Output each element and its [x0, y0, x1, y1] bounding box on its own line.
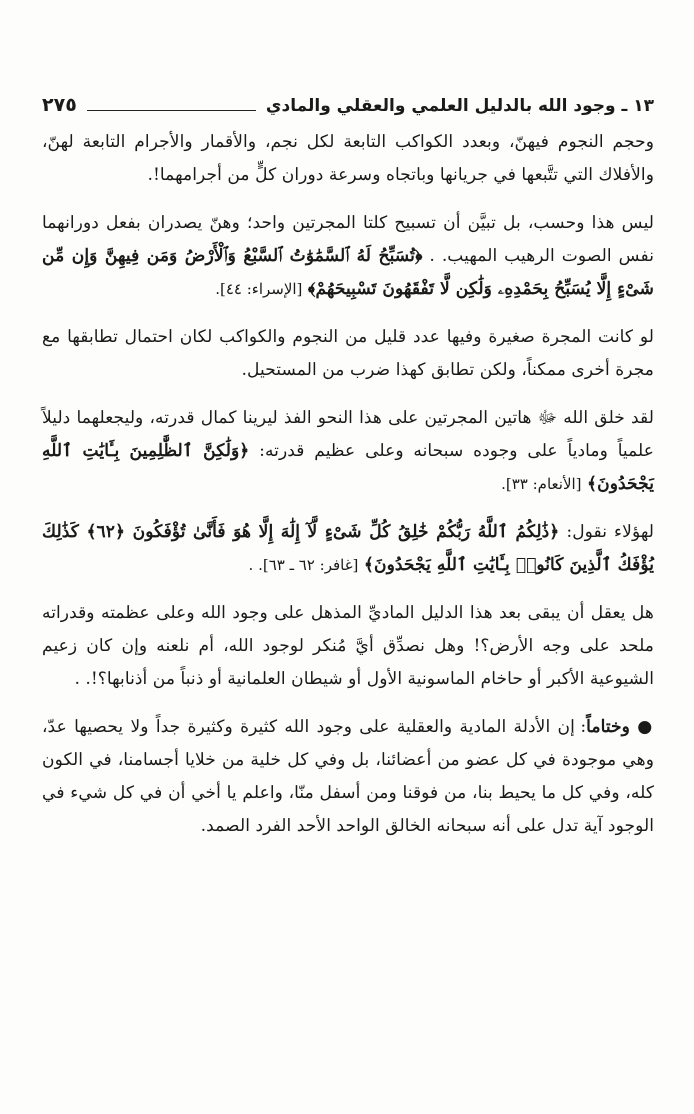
running-header — [42, 86, 654, 120]
verse-reference-anam: [الأنعام: ٣٣]. — [501, 475, 582, 493]
verse-reference-isra: [الإسراء: ٤٤]. — [215, 280, 303, 298]
bullet-icon: ● — [637, 717, 655, 737]
conclusion-lead: وختاماً — [586, 717, 630, 737]
paragraph-4-text: لقد خلق الله ﷻ هاتين المجرتين على هذا النحو الفذ ليرينا كمال قدرته، وليجعلهما دليلاً علمياً ومادياً على وجوده سبحانه وعلى عظيم قدرته: — [42, 408, 654, 461]
paragraph-4 — [42, 402, 654, 501]
paragraph-1 — [42, 126, 654, 192]
paragraph-5 — [42, 516, 654, 582]
quran-verse-anam: ﴿وَلَٰكِنَّ ٱلظَّٰلِمِينَ بِـَٔايَٰتِ ٱللَّهِ يَجْحَدُونَ﴾ — [42, 441, 654, 494]
paragraph-7-text: : إن الأدلة المادية والعقلية على وجود الله كثيرة وكثيرة جداً ولا يحصيها عدّ، وهي موجودة في كل عضو من أعضائنا، بل وفي كل خلية من خلايا أجسامنا، في الكون كله، وفي كل ما يحيط بنا، من فوقنا ومن أسفل منّا، واعلم يا أخي أن في كل شيء في الوجود آية تدل على أنه سبحانه الخالق الواحد الأحد الفرد الصمد. — [42, 717, 654, 836]
paragraph-6-text: هل يعقل أن يبقى بعد هذا الدليل الماديِّ المذهل على وجود الله وعلى عظمته وقدراته ملحد على وجه الأرض؟! وهل نصدِّق أيَّ مُنكر لوجود الله، أم نلعنه وإن كان زعيم الشيوعية الأكبر أو حاخام الماسونية الأول أو شيطان العلمانية أو ذنباً من أذنابها؟!. . — [42, 603, 654, 689]
paragraph-2 — [42, 207, 654, 306]
page-number: ٢٧٥ — [42, 94, 77, 116]
paragraph-7 — [42, 711, 654, 843]
book-page — [42, 86, 654, 843]
quran-verse-ghafir: ﴿ذَٰلِكُمُ ٱللَّهُ رَبُّكُمْ خَٰلِقُ كُلِّ شَىْءٍ لَّآ إِلَٰهَ إِلَّا هُوَ فَأَنَّىٰ تُؤْفَكُونَ ﴿٦٢﴾ كَذَٰلِكَ يُؤْفَكُ ٱلَّذِينَ كَانُوا۟ بِـَٔايَٰتِ ٱللَّهِ يَجْحَدُونَ﴾ — [42, 522, 654, 575]
paragraph-3 — [42, 321, 654, 387]
chapter-title: ١٣ ـ وجود الله بالدليل العلمي والعقلي والمادي — [265, 96, 654, 116]
paragraph-2-text: ليس هذا وحسب، بل تبيَّن أن تسبيح كلتا المجرتين واحد؛ وهنّ يصدران بفعل دورانهما نفس الصوت الرهيب المهيب. . — [42, 213, 654, 266]
paragraph-6 — [42, 597, 654, 696]
paragraph-5-text: لهؤلاء نقول: — [559, 522, 654, 542]
paragraph-3-text: لو كانت المجرة صغيرة وفيها عدد قليل من النجوم والكواكب لكان احتمال تطابقها مع مجرة أخرى ممكناً، ولكن تطابق كهذا ضرب من المستحيل. — [42, 327, 654, 380]
quran-verse-isra: ﴿تُسَبِّحُ لَهُ ٱلسَّمَٰوَٰتُ ٱلسَّبْعُ وَٱلْأَرْضُ وَمَن فِيهِنَّ وَإِن مِّن شَىْءٍ إِلَّا يُسَبِّحُ بِحَمْدِهِۦ وَلَٰكِن لَّا تَفْقَهُونَ تَسْبِيحَهُمْ﴾ — [42, 246, 654, 299]
header-rule — [87, 110, 256, 111]
verse-reference-ghafir: [غافر: ٦٢ ـ ٦٣]. . — [248, 556, 359, 574]
paragraph-1-text: وحجم النجوم فيهنّ، وبعدد الكواكب التابعة لكل نجم، والأقمار والأجرام التابعة لهنّ، والأفلاك التي تتَّبعها في جريانها وباتجاه وسرعة دوران كلٍّ من أجرامهما!. — [42, 132, 654, 185]
